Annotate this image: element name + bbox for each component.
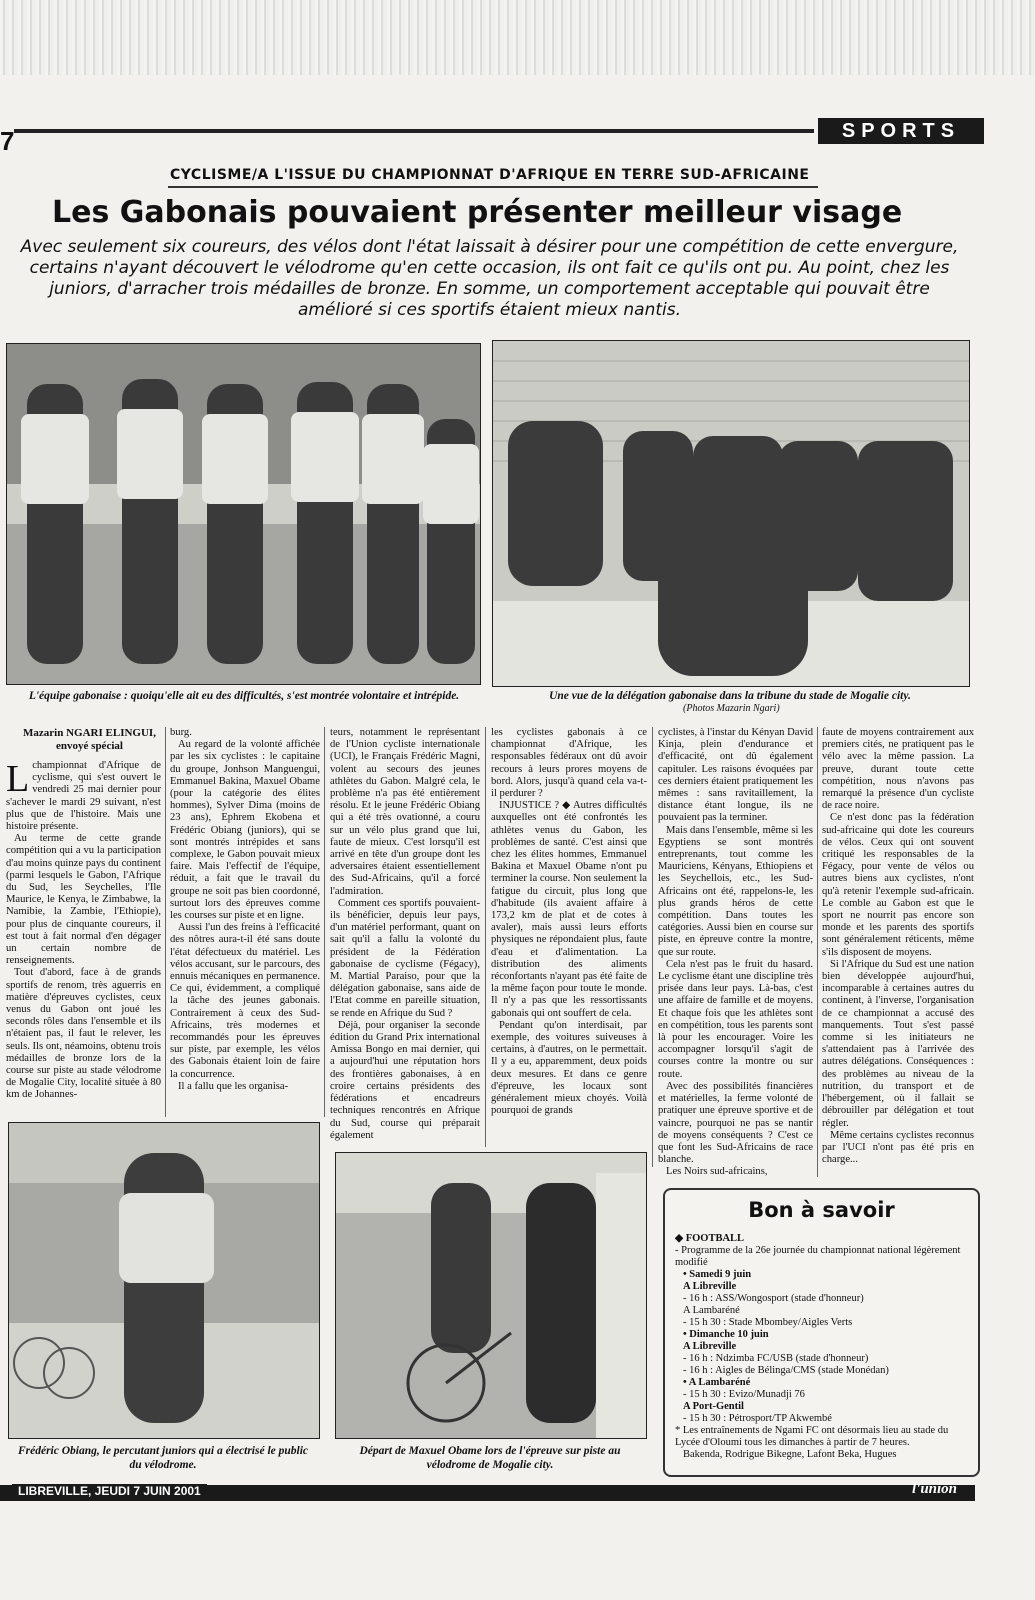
column-2-paragraph-1: burg. bbox=[170, 727, 192, 738]
info-line: A Port-Gentil bbox=[683, 1401, 744, 1412]
column-3-paragraph-3: Déjà, pour organiser la seconde édition du Grand Prix international Amissa Bongo en mai dernier, qui a aujourd'hui une réputation hors des frontières gabonaises, à en croire certains présidents des fédérations et encadreurs techniques rencontrés en Afrique du Sud, course qui préparait également bbox=[330, 1019, 480, 1141]
column-5-paragraph-4: Avec des possibilités financières et matérielles, la ferme volonté de pratiquer une épreuve sportive et de vaincre, pourquoi ne pas se nantir de moyens conséquents ? C'est ce que font les Sud-Africains de race blanche. bbox=[658, 1080, 813, 1166]
obame-caption: Départ de Maxuel Obame lors de l'épreuve sur piste au vélodrome de Mogalie city. bbox=[359, 1445, 621, 1471]
column-6-paragraph-1: faute de moyens contrairement aux premiers cités, ne pratiquent pas le vélo avec la même passion. La preuve, durant toute cette compétition, nous n'avons pas remarqué la présence d'un cycliste de race noire. bbox=[822, 727, 974, 812]
column-5-paragraph-5: Les Noirs sud-africains, bbox=[666, 1166, 768, 1178]
byline-role: envoyé spécial bbox=[56, 740, 123, 752]
standfirst: Avec seulement six coureurs, des vélos dont l'état laissait à désirer pour une compétition de cette envergure, certains n'ayant découvert le vélodrome qu'en cette occasion, ils ont fait ce qu'ils ont pu. Au point, chez les juniors, d'arracher trois médailles de bronze. En somme, un comportement acceptable qui pouvait être amélioré si ces sportifs étaient mieux nantis. bbox=[20, 237, 959, 320]
masthead-logo: l'union bbox=[912, 1481, 958, 1497]
kicker-rule bbox=[168, 186, 818, 188]
article-column-6 bbox=[822, 727, 974, 1166]
page-number: 7 bbox=[0, 126, 15, 156]
info-line: - Programme de la 26e journée du championnat national légèrement modifié bbox=[675, 1245, 961, 1268]
column-1-paragraph-3: Tout d'abord, face à de grands sportifs de renom, très aguerris en matière d'épreuves cyclistes, ceux venus du Gabon ont joué les seconds rôles dans l'ensemble et ils n'étaient pas, il faut le relever, les seuls. Ils ont, néamoins, obtenu trois médailles de bronze lors de la course sur piste au stade vélodrome de Mogalie City, localité située à 80 km de Johannes- bbox=[6, 967, 161, 1101]
info-line: • A Lambaréné bbox=[683, 1377, 751, 1388]
info-line: - 15 h 30 : Evizo/Munadji 76 bbox=[683, 1389, 805, 1400]
photo-credit: (Photos Mazarin Ngari) bbox=[683, 703, 780, 714]
team-caption: L'équipe gabonaise : quoiqu'elle ait eu des difficultés, s'est montrée volontaire et intrépide. bbox=[28, 690, 460, 702]
info-line: A Lambaréné bbox=[683, 1305, 740, 1316]
info-line: • Dimanche 10 juin bbox=[683, 1329, 769, 1340]
delegation-photo bbox=[492, 340, 970, 687]
column-4-paragraph-1: les cyclistes gabonais à ce championnat d'Afrique, les responsables fédéraux ont dû avoir recours à leurs prores moyens de bord. Alors, jusqu'à quand cela va-t-il perdurer ? bbox=[491, 727, 647, 800]
team-photo-image bbox=[7, 344, 480, 684]
obiang-caption: Frédéric Obiang, le percutant juniors qui a électrisé le public du vélodrome. bbox=[17, 1445, 309, 1471]
article-column-1 bbox=[6, 760, 161, 1102]
column-6-paragraph-2: Ce n'est donc pas la fédération sud-africaine qui dote les coureurs de vélos. Ceux qui ont souvent critiqué les responsables de la Fégacy, pour vente de vélos ou autres biens aux cyclistes, n'ont qu'à retenir l'exemple sud-africain. Le comble au Gabon est que le sport ne nourrit pas encore son monde et les parents des sportifs sont généralement réticents, même s'ils disposent de moyens. bbox=[822, 812, 974, 958]
info-line: Bakenda, Rodrigue Bikegne, Lafont Beka, Hugues bbox=[683, 1449, 897, 1460]
column-3-paragraph-1: teurs, notamment le représentant de l'Union cycliste internationale (UCI), le Français Frédéric Magni, volent au secours des jeunes athlètes du Gabon. Malgré cela, le problème n'a pas été entièrement résolu. Et le jeune Frédéric Obiang qui a été très ovationné, a couru sur un vélo plus grand que lui, faute de mieux. C'est lorsqu'il est arrivé en tête d'un groupe dont les adversaires étaient essentiellement des Sud-Africains, qu'il a forcé l'admiration. bbox=[330, 727, 480, 897]
drop-cap: L bbox=[6, 758, 30, 800]
column-2-paragraph-3: Aussi l'un des freins à l'efficacité des nôtres aura-t-il été sans doute l'état défectueux du matériel. Les vélos accusant, sur le parcours, des ennuis mécaniques en permanence. Ce qui, évidemment, a compliqué la tâche des jeunes gabonais. Contrairement à ceux des Sud-Africains, très modernes et recommandés pour les épreuves sur piste, par exemple, les vélos des Gabonais étaient loin de faire la concurrence. bbox=[170, 922, 320, 1080]
column-5-paragraph-1: cyclistes, à l'instar du Kényan David Kinja, plein d'endurance et d'efficacité, ont dû également capituler. Les raisons évoquées par ces derniers étaient pratiquement les mêmes : sans ravitaillement, la distance étant longue, ils ne pouvaient pas la terminer. bbox=[658, 727, 813, 824]
info-line: • Samedi 9 juin bbox=[683, 1269, 752, 1280]
info-box-content bbox=[675, 1233, 973, 1461]
column-1-paragraph-2: Au terme de cette grande compétition qui a vu la participation d'au moins quinze pays du continent (parmi lesquels le Gabon, l'Afrique du Sud, les Seychelles, l'Ile Maurice, le Kenya, le Zimbabwe, la Namibie, la Zambie, l'Ethiopie), pour plus de cinquante coureurs, il est tout à fait normal d'en dégager un certain nombre de renseignements. bbox=[6, 833, 161, 967]
info-line: - 15 h 30 : Stade Mbombey/Aigles Verts bbox=[683, 1317, 853, 1328]
info-box-title: Bon à savoir bbox=[748, 1198, 895, 1222]
delegation-photo-image bbox=[493, 341, 969, 686]
column-divider bbox=[817, 727, 818, 1177]
info-line: A Libreville bbox=[683, 1341, 737, 1352]
column-6-paragraph-3: Si l'Afrique du Sud est une nation bien développée aujourd'hui, incomparable à certaines autres du continent, à l'inverse, l'organisation de ce championnat a accusé des manquements. Tout s'est passé comme si les initiateurs ne s'attendaient pas à l'arrivée des autres délégations. Conséquences : des problèmes au niveau de la nutrition, du transport et de l'hébergement, où il fallait se débrouiller par délégation et tout régler. bbox=[822, 958, 974, 1129]
obiang-photo bbox=[8, 1122, 320, 1439]
article-column-5 bbox=[658, 727, 813, 1179]
scan-border bbox=[0, 0, 1035, 75]
obiang-photo-image bbox=[9, 1123, 319, 1438]
headline: Les Gabonais pouvaient présenter meilleur visage bbox=[52, 195, 903, 230]
info-box bbox=[663, 1188, 980, 1477]
info-line: - 15 h 30 : Pétrosport/TP Akwembé bbox=[683, 1413, 832, 1424]
info-line: * Les entraînements de Ngami FC ont désormais lieu au stade du Lycée d'Oloumi tous les dimanches à partir de 7 heures. bbox=[675, 1425, 949, 1448]
info-line: - 16 h : Ndzimba FC/USB (stade d'honneur) bbox=[683, 1353, 869, 1364]
column-divider bbox=[324, 727, 325, 1117]
section-label: SPORTS bbox=[818, 118, 984, 144]
obame-photo-image bbox=[336, 1153, 646, 1438]
column-divider bbox=[485, 727, 486, 1147]
column-6-paragraph-4: Même certains cyclistes reconnus par l'UCI n'ont pas été pris en charge... bbox=[822, 1129, 974, 1166]
info-line: A Libreville bbox=[683, 1281, 737, 1292]
obame-photo bbox=[335, 1152, 647, 1439]
column-1-paragraph-1: championnat d'Afrique de cyclisme, qui s'est ouvert le vendredi 25 mai dernier pour s'achever le mardi 29 suivant, n'est plus que de l'histoire. Mais une histoire présente. bbox=[6, 760, 161, 833]
column-divider bbox=[165, 727, 166, 1117]
column-5-paragraph-2: Mais dans l'ensemble, même si les Egyptiens se sont montrés entreprenants, tout comme les Mauriciens, Kényans, Ethiopiens et les Seychellois, etc., les Sud-Africains ont été, rappelons-le, les plus grands héros de cette compétition. Dans toutes les catégories. Aussi bien en course sur piste, en épreuve contre la montre, que sur route. bbox=[658, 824, 813, 958]
column-3-paragraph-2: Comment ces sportifs pouvaient-ils bénéficier, depuis leur pays, d'un matériel performant, quant on sait qu'il a fallu la volonté du président de la Fédération gabonaise de cyclisme (Fégacy), M. Martial Paraiso, pour que la délégation gabonaise, sans aide de l'Etat comme en pareille situation, se rende en Afrique du Sud ? bbox=[330, 897, 480, 1019]
byline-author: Mazarin NGARI ELINGUI, bbox=[23, 727, 156, 739]
team-photo bbox=[6, 343, 481, 685]
info-line: - 16 h : Aigles de Bélinga/CMS (stade Monédan) bbox=[683, 1365, 889, 1376]
info-line: - 16 h : ASS/Wongosport (stade d'honneur) bbox=[683, 1293, 864, 1304]
delegation-caption: Une vue de la délégation gabonaise dans la tribune du stade de Mogalie city. bbox=[549, 690, 911, 702]
article-column-3 bbox=[330, 727, 480, 1142]
column-5-paragraph-3: Cela n'est pas le fruit du hasard. Le cyclisme étant une discipline très prisée dans leur pays. Là-bas, c'est une affaire de famille et de moyens. Et chaque fois que les athlètes sont en compétition, tous les parents sont là pour les encourager. Voire les accompagner lorsqu'il s'agit de courses contre la montre ou sur route. bbox=[658, 958, 813, 1080]
article-column-2 bbox=[170, 727, 320, 1093]
article-column-4 bbox=[491, 727, 647, 1118]
kicker: CYCLISME/A L'ISSUE DU CHAMPIONNAT D'AFRIQUE EN TERRE SUD-AFRICAINE bbox=[170, 167, 810, 183]
byline bbox=[12, 727, 167, 753]
info-line: ◆ FOOTBALL bbox=[675, 1233, 745, 1244]
dateline: LIBREVILLE, JEUDI 7 JUIN 2001 bbox=[12, 1484, 207, 1498]
column-divider bbox=[652, 727, 653, 1167]
column-2-paragraph-4: Il a fallu que les organisa- bbox=[178, 1080, 289, 1092]
column-4-paragraph-2: INJUSTICE ? ◆ Autres difficultés auxquelles ont été confrontés les athlètes venus du Gabon, les problèmes de santé. C'est ainsi que chez les élites hommes, Emmanuel Bakina et Maxuel Obame n'ont pu terminer la course. Non seulement la fatigue du circuit, plus long que d'habitude (ils avaient affaire à 173,2 km de plat et de cotes à avaler), mais aussi leurs efforts physiques ne répondaient plus, faute d'eau et d'alimentation. La distribution des aliments réconfortants n'ayant pas été faite de la même façon pour toute le monde. Il n'y a pas que les ressortissants gabonais qui ont souffert de cela. bbox=[491, 800, 647, 1019]
column-4-paragraph-3: Pendant qu'on interdisait, par exemple, des voitures suiveuses à certains, à d'autres, on le permettait. Il y a eu, apparemment, deux poids deux mesures. Et dans ce genre d'épreuve, les locaux sont généralement mieux choyés. Voilà pourquoi de grands bbox=[491, 1019, 647, 1117]
column-2-paragraph-2: Au regard de la volonté affichée par les six cyclistes : le capitaine du groupe, Jonhson Manguengui, Emmanuel Bakina, Maxuel Obame (pour la catégorie des élites hommes), Sylver Dima (moins de 23 ans), Ephrem Ekobena et Frédéric Obiang (juniors), qui se sont montrés intrépides et sans complexe, le Gabon pouvait mieux faire. Mais l'effectif de l'équipe, réduit, a fait que le travail du groupe ne soit pas bien coordonné, surtout lors des épreuves comme les courses sur piste et en ligne. bbox=[170, 739, 320, 922]
